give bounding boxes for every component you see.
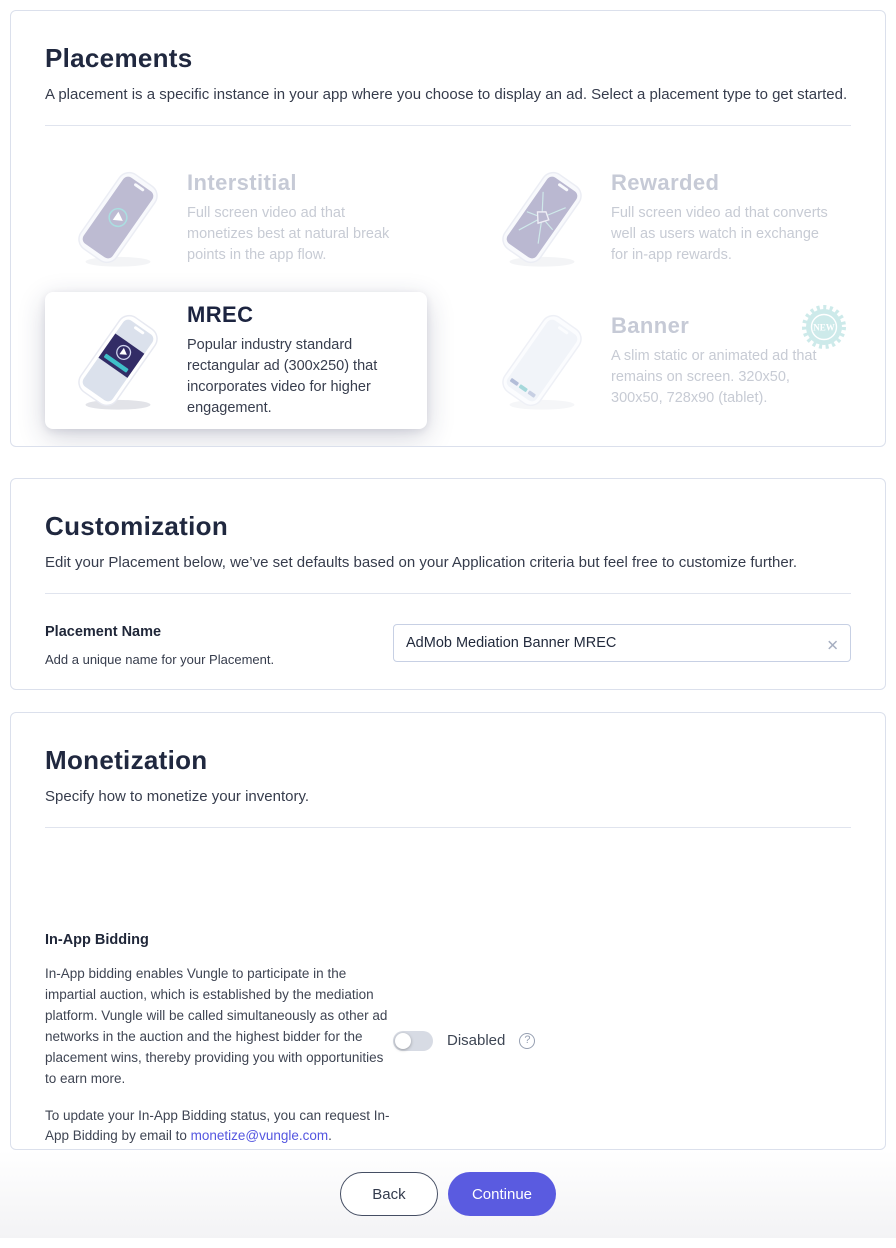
divider: [45, 125, 851, 126]
interstitial-phone-icon: [59, 166, 177, 270]
placement-type-interstitial[interactable]: [45, 156, 427, 280]
placement-type-description: A slim static or animated ad that remains on screen. 320x50, 300x50, 728x90 (tablet).: [611, 347, 817, 406]
tile-text: [611, 170, 837, 266]
tile-text: [187, 302, 413, 419]
clear-input-icon[interactable]: ✕: [826, 637, 839, 654]
placement-type-description: Full screen video ad that monetizes best at natural break points in the app flow.: [187, 204, 390, 263]
customization-subtitle: Edit your Placement below, we’ve set defaults based on your Application criteria but feel free to customize further.: [45, 554, 798, 571]
customization-card: [10, 478, 886, 690]
new-badge-label: NEW: [813, 322, 835, 333]
in-app-bidding-description: In-App bidding enables Vungle to participate in the impartial auction, which is established by the mediation platform. Vungle will be called simultaneously as other ad networks in the auction and the highest bidder for the placement wins, thereby providing you with opportunities to earn more.: [45, 966, 388, 1086]
placement-type-title: Rewarded: [611, 169, 720, 195]
back-button[interactable]: Back: [340, 1172, 438, 1216]
mrec-phone-icon: [59, 309, 177, 413]
banner-phone-icon: [483, 309, 601, 413]
in-app-bidding-label: In-App Bidding: [45, 932, 149, 948]
placement-type-title: Banner: [611, 312, 690, 338]
rewarded-phone-icon: [483, 166, 601, 270]
in-app-bidding-note-text: To update your In-App Bidding status, you can request In-App Bidding by email to: [45, 1107, 390, 1144]
placement-name-input[interactable]: [393, 624, 851, 662]
placement-type-title: Interstitial: [187, 169, 297, 195]
customization-title: Customization: [45, 511, 229, 541]
placements-card: [10, 10, 886, 447]
in-app-bidding-status: Disabled: [447, 1032, 506, 1050]
monetization-card: [10, 712, 886, 1150]
in-app-bidding-row: [45, 932, 851, 1147]
divider: [45, 593, 851, 594]
placement-type-mrec[interactable]: [45, 292, 427, 429]
placement-type-rewarded[interactable]: [469, 156, 851, 280]
in-app-bidding-controls: [393, 932, 851, 1147]
footer-bar: [0, 1150, 896, 1238]
placement-type-description: Full screen video ad that converts well as users watch in exchange for in-app rewards.: [611, 204, 828, 263]
monetize-email-link[interactable]: monetize@vungle.com: [190, 1128, 329, 1144]
monetization-title: Monetization: [45, 745, 208, 775]
placements-title: Placements: [45, 43, 193, 73]
placement-type-banner[interactable]: [469, 292, 851, 429]
tile-text: [187, 170, 413, 266]
placement-name-helper: Add a unique name for your Placement.: [45, 652, 275, 667]
in-app-bidding-toggle[interactable]: [393, 1031, 433, 1051]
divider: [45, 827, 851, 828]
toggle-knob: [395, 1033, 411, 1049]
placement-name-label: Placement Name: [45, 624, 162, 640]
in-app-bidding-note: [45, 1106, 393, 1148]
placement-type-description: Popular industry standard rectangular ad (300x250) that incorporates video for higher engagement.: [187, 337, 378, 417]
in-app-bidding-note-suffix: .: [328, 1128, 332, 1144]
placement-type-grid: [45, 156, 851, 429]
placement-name-label-block: [45, 624, 393, 667]
placement-name-input-wrap: [393, 624, 851, 667]
placement-type-title: MREC: [187, 302, 254, 327]
monetization-subtitle: Specify how to monetize your inventory.: [45, 788, 310, 805]
placements-subtitle: A placement is a specific instance in your app where you choose to display an ad. Select a placement type to get started.: [45, 86, 848, 103]
help-icon[interactable]: ?: [519, 1033, 535, 1049]
placement-name-row: [45, 624, 851, 667]
continue-button[interactable]: Continue: [448, 1172, 556, 1216]
new-badge-icon: [801, 304, 847, 350]
in-app-bidding-text-block: [45, 932, 393, 1147]
